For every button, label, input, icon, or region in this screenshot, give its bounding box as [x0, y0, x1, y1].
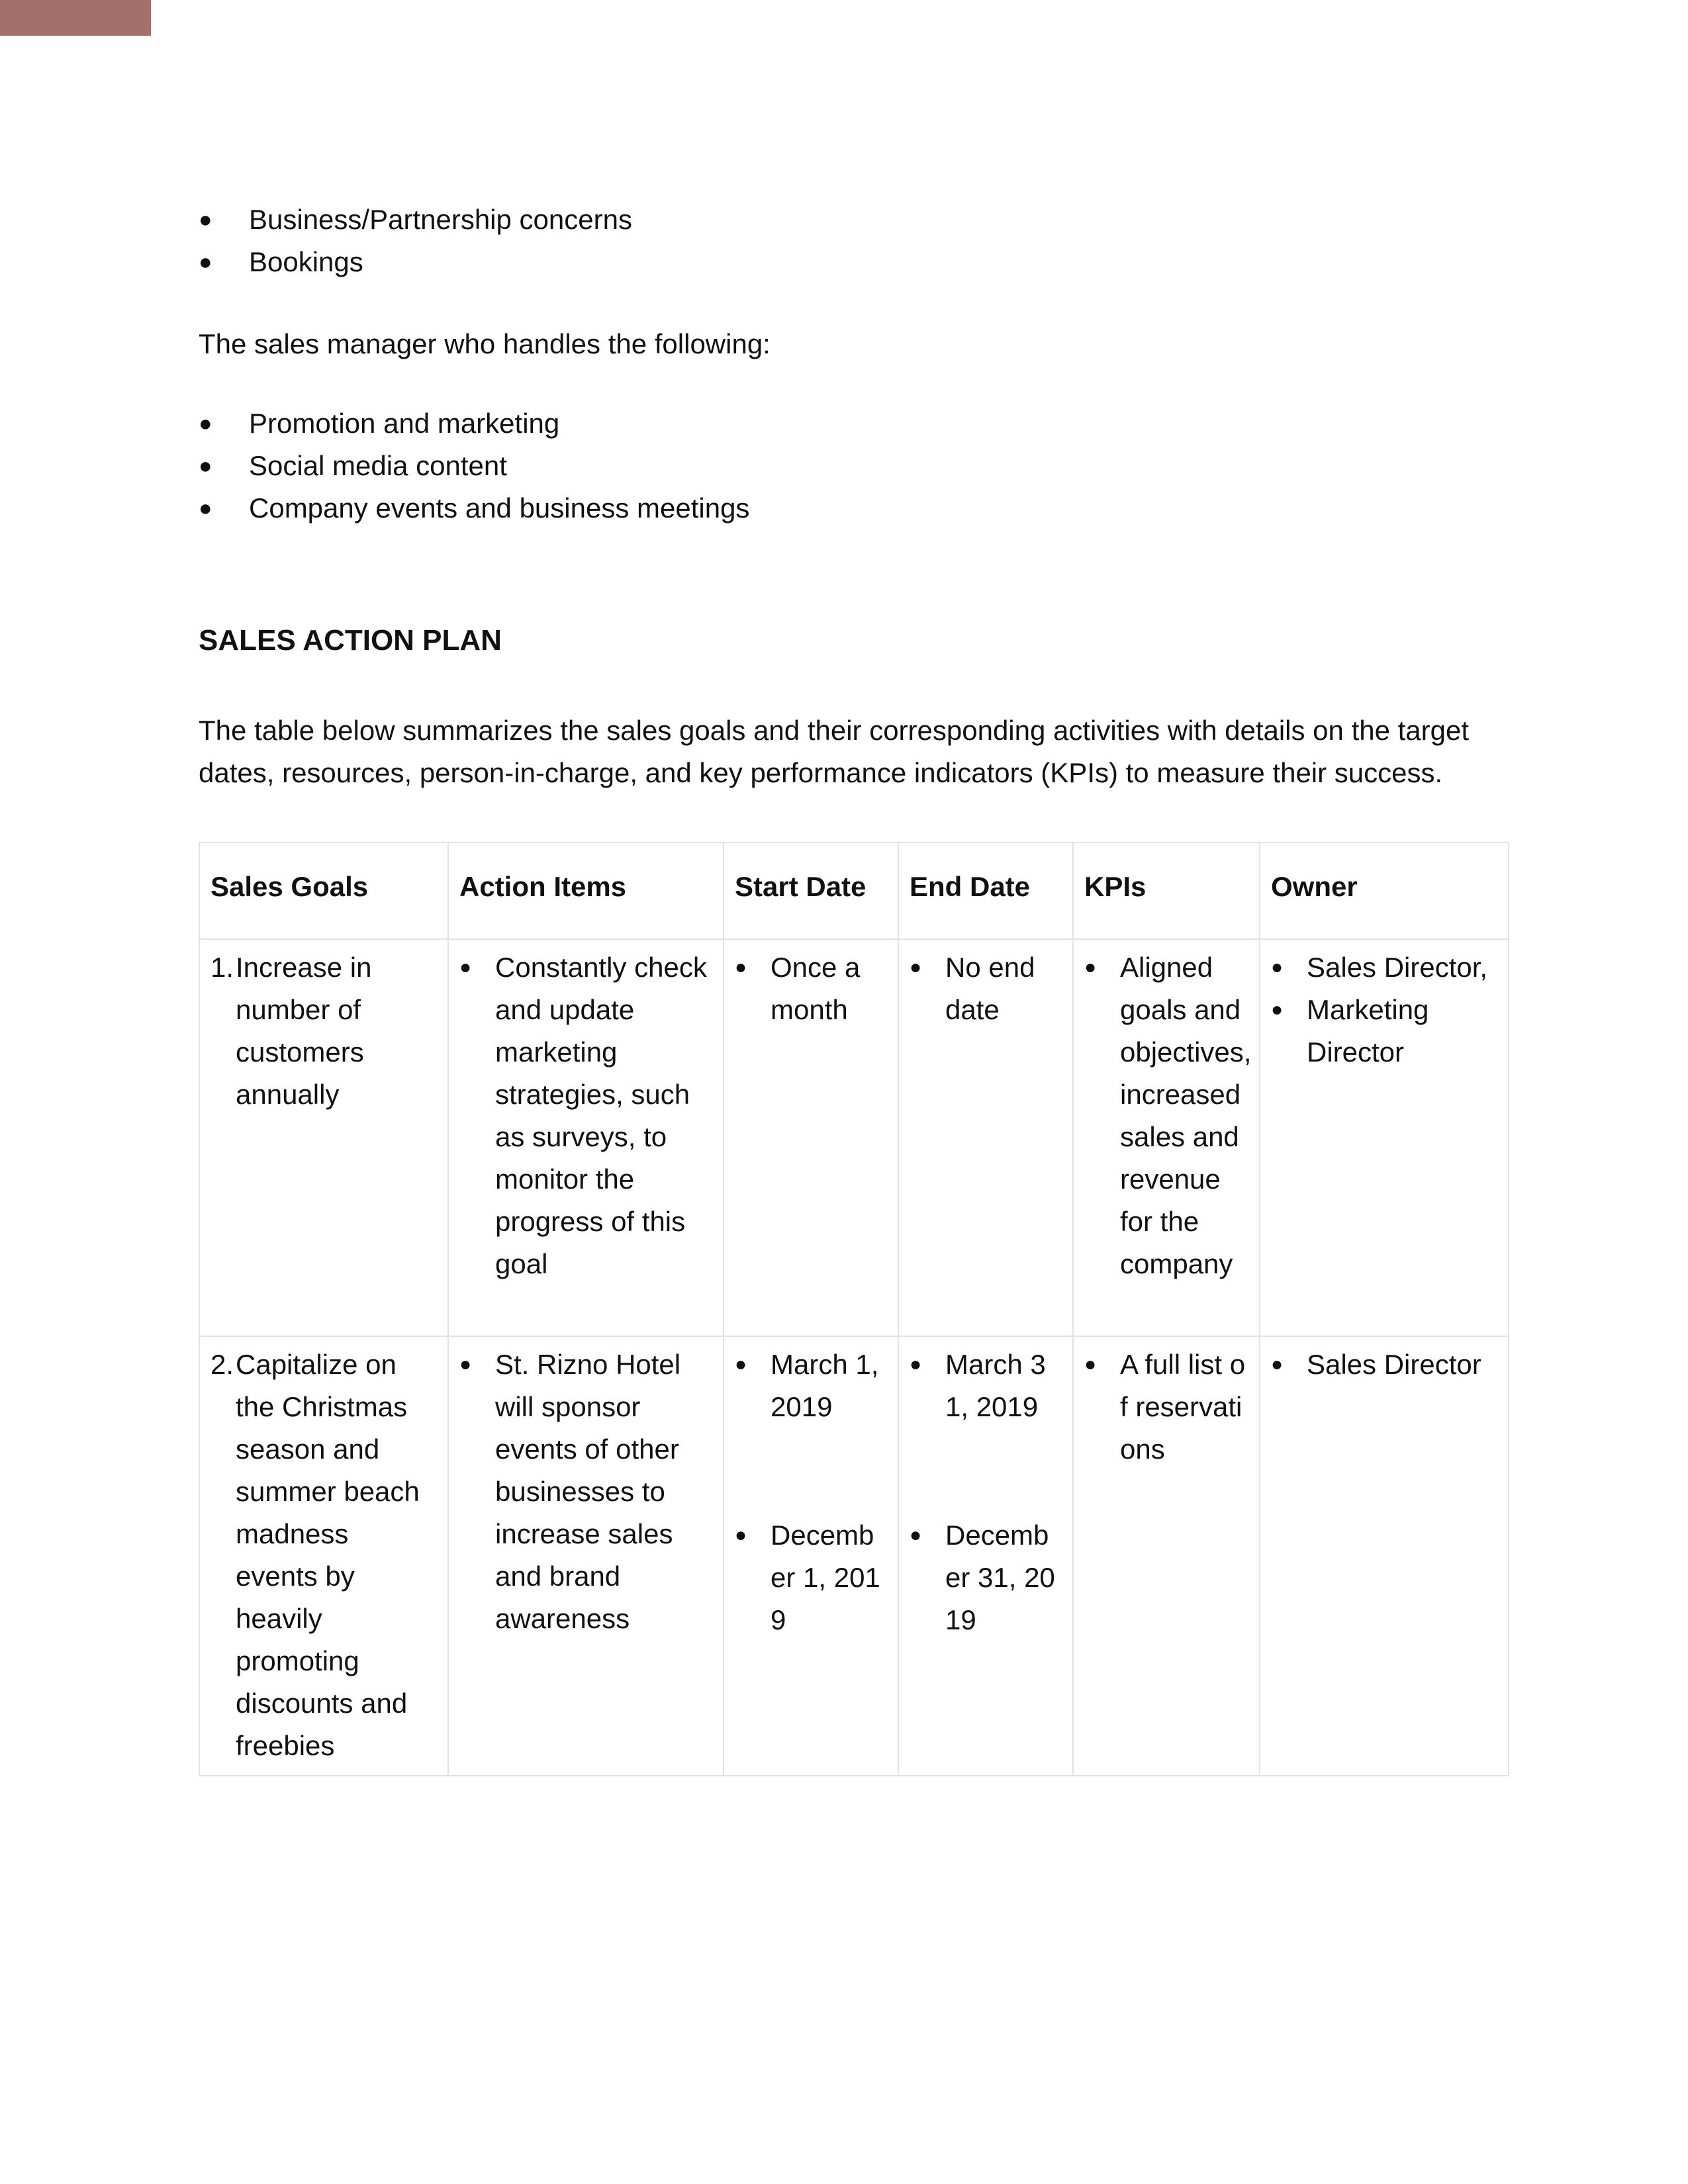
table-row — [199, 939, 1509, 1336]
goal-number: 1. — [211, 952, 234, 983]
owner-item: ● Sales Director, — [1271, 946, 1497, 989]
section-heading: SALES ACTION PLAN — [199, 624, 502, 657]
end-date: ● March 31, 2019 — [910, 1343, 1062, 1428]
contact-topics-list — [199, 199, 1509, 283]
sales-goal-cell — [199, 939, 448, 1336]
owner-item: ● Marketing Director — [1271, 989, 1497, 1073]
table-row — [199, 1336, 1509, 1776]
start-date: ● March 1, 2019 — [735, 1343, 887, 1428]
column-header-kpis: KPIs — [1073, 842, 1260, 939]
list-item: ● Social media content — [199, 445, 1509, 487]
goal-number: 2. — [211, 1349, 234, 1380]
column-header-sales-goals: Sales Goals — [199, 842, 448, 939]
kpi-cell — [1073, 939, 1260, 1336]
list-item: ● Business/Partnership concerns — [199, 199, 1509, 241]
start-date-cell — [724, 939, 898, 1336]
kpi-item: ● A full list of reservations — [1084, 1343, 1248, 1471]
goal-text: Capitalize on the Christmas season and summer beach madness events by heavily promoting discounts and freebies — [236, 1349, 420, 1761]
column-header-start-date: Start Date — [724, 842, 898, 939]
table-summary-paragraph: The table below summarizes the sales goals and their corresponding activities with details on the target dates, resources, person-in-charge, and key performance indicators (KPIs) to measure their success. — [199, 715, 1470, 788]
list-item: ● Company events and business meetings — [199, 487, 1509, 529]
action-item: ● Constantly check and update marketing strategies, such as surveys, to monitor the progress of this goal — [459, 946, 712, 1285]
list-item: ● Promotion and marketing — [199, 402, 1509, 445]
sales-manager-duties-list — [199, 402, 1509, 529]
sales-manager-intro: The sales manager who handles the following: — [199, 328, 771, 359]
sales-action-plan-table — [199, 842, 1509, 1776]
action-item: ● St. Rizno Hotel will sponsor events of other businesses to increase sales and brand awareness — [459, 1343, 712, 1640]
header-accent-bar — [0, 0, 151, 36]
column-header-action-items: Action Items — [448, 842, 724, 939]
end-date-cell — [898, 939, 1073, 1336]
goal-text: Increase in number of customers annually — [236, 952, 372, 1110]
start-date: ● December 1, 2019 — [735, 1514, 887, 1641]
table-header-row — [199, 842, 1509, 939]
start-date: ● Once a month — [735, 946, 887, 1031]
start-date-cell — [724, 1336, 898, 1776]
column-header-end-date: End Date — [898, 842, 1073, 939]
document-body — [199, 199, 1509, 1776]
sales-goal-cell — [199, 1336, 448, 1776]
kpi-item: ● Aligned goals and objectives, increased sales and revenue for the company — [1084, 946, 1248, 1285]
column-header-owner: Owner — [1260, 842, 1509, 939]
action-items-cell — [448, 1336, 724, 1776]
end-date: ● December 31, 2019 — [910, 1514, 1062, 1641]
list-item: ● Bookings — [199, 241, 1509, 283]
end-date-cell — [898, 1336, 1073, 1776]
owner-cell — [1260, 939, 1509, 1336]
kpi-cell — [1073, 1336, 1260, 1776]
action-items-cell — [448, 939, 724, 1336]
owner-item: ● Sales Director — [1271, 1343, 1497, 1386]
owner-cell — [1260, 1336, 1509, 1776]
end-date: ● No end date — [910, 946, 1062, 1031]
